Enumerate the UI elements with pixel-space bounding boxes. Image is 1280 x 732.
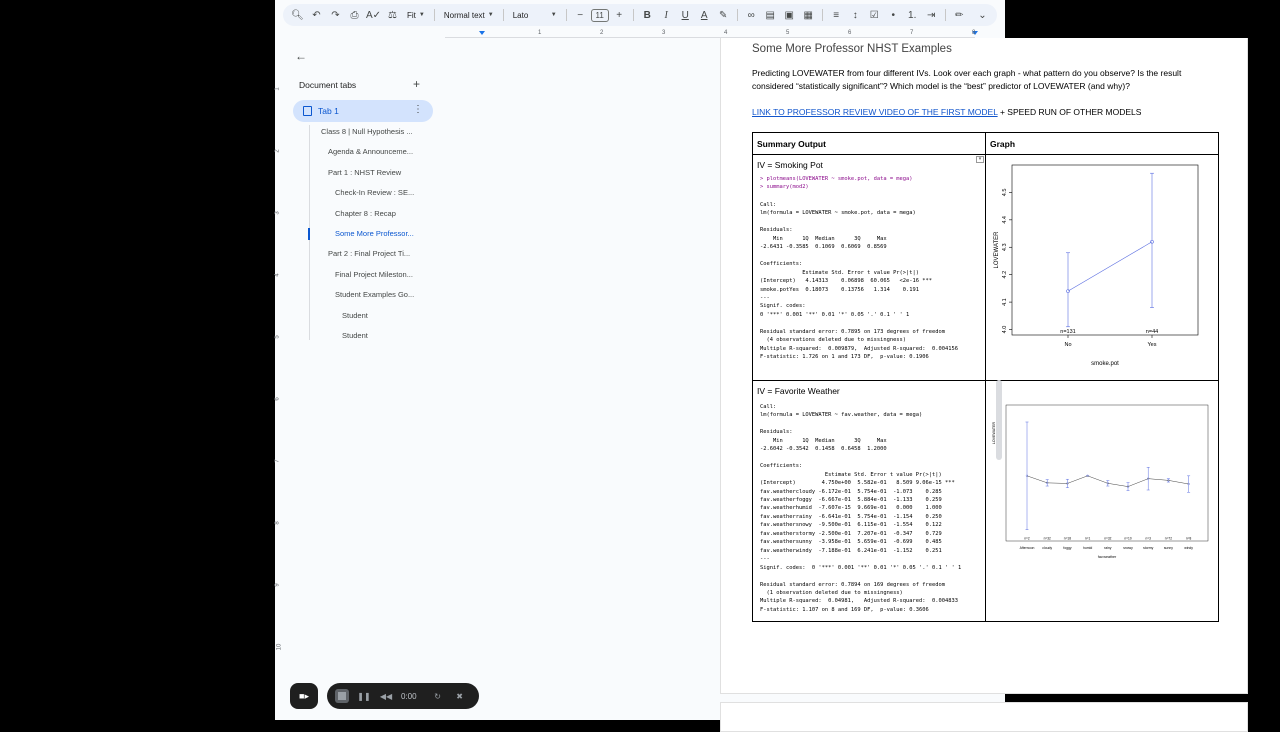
x-tick-label: foggy <box>1063 546 1072 550</box>
x-tick-label: humid <box>1082 546 1093 550</box>
indent-icon[interactable]: ⇥ <box>927 9 936 21</box>
chevron-down-icon: ▼ <box>487 12 494 18</box>
n-label: n=44 <box>1145 329 1159 335</box>
undo-icon[interactable]: ↶ <box>312 9 321 21</box>
y-tick-label: 4.5 <box>1002 188 1008 197</box>
ruler-label: 5 <box>786 30 790 36</box>
chevron-up-icon[interactable]: ⌄ <box>978 9 987 21</box>
x-tick-label: windy <box>1184 546 1193 550</box>
toolbar-divider <box>945 9 946 21</box>
outline-item[interactable]: Some More Professor... <box>335 229 414 238</box>
outline-item[interactable]: Student Examples Go... <box>335 290 415 300</box>
plotmeans-fav-weather-chart <box>986 381 1216 621</box>
mean-line <box>1068 242 1152 291</box>
ruler-label: 8 <box>972 30 976 36</box>
plotmeans-smoke-pot-chart <box>986 155 1216 381</box>
print-icon[interactable]: ⎙ <box>350 9 359 21</box>
line-spacing-icon[interactable]: ↕ <box>852 9 858 21</box>
ruler-label: 4 <box>274 273 281 277</box>
camera-icon: ■▸ <box>299 690 309 701</box>
outline-item[interactable]: Part 1 : NHST Review <box>328 167 402 177</box>
recording-controls <box>327 683 479 709</box>
scrollbar-thumb[interactable] <box>996 380 1002 460</box>
instructions-paragraph: Predicting LOVEWATER from four different IVs. Look over each graph - what pattern do you observe? Is the result considered “statistically significant”? Which model is the “best” predictor of LOVEWATER (and why)? <box>752 68 1182 91</box>
r-command-text: > plotmeans(LOVEWATER ~ smoke.pot, data = mega) > summary(mod2) <box>760 176 913 191</box>
back-arrow-icon[interactable]: ← <box>295 49 307 63</box>
plot-frame <box>1012 165 1198 335</box>
x-tick-label: stormy <box>1143 546 1154 550</box>
y-tick-label: 4.1 <box>1002 298 1008 306</box>
x-tick-label: snowy <box>1123 546 1133 550</box>
cell-menu-icon[interactable]: ▾ <box>976 156 984 163</box>
outline-active-indicator <box>308 228 310 240</box>
toolbar-divider <box>566 9 567 21</box>
x-axis-label: fav.weather <box>1097 555 1117 559</box>
n-label: n=10 <box>1124 536 1132 541</box>
ruler-label: 6 <box>848 30 852 36</box>
y-axis-label: LOVEWATER <box>994 231 1000 269</box>
tab-label: Tab 1 <box>318 106 339 116</box>
x-tick-label: Yes <box>1147 342 1157 348</box>
outline-item[interactable]: Final Project Mileston... <box>335 269 413 279</box>
ruler-label: 3 <box>274 211 281 215</box>
summary-cell-weather[interactable] <box>753 381 986 621</box>
font-select[interactable] <box>509 11 561 20</box>
font-size-input[interactable]: 11 <box>591 9 609 22</box>
professor-video-link[interactable]: LINK TO PROFESSOR REVIEW VIDEO OF THE FIRST MODEL <box>752 107 998 117</box>
table-header-summary: Summary Output <box>753 133 986 155</box>
restart-icon[interactable]: ↻ <box>434 691 441 701</box>
link-suffix: + SPEED RUN OF OTHER MODELS <box>997 107 1142 117</box>
ruler-label: 8 <box>274 521 281 525</box>
sidebar-title: Document tabs <box>299 80 357 90</box>
x-tick-label: cloudy <box>1042 546 1053 550</box>
add-tab-icon[interactable]: + <box>413 77 421 91</box>
n-label: n=72 <box>1164 536 1172 541</box>
iv-title: IV = Smoking Pot <box>757 160 823 170</box>
left-indent-marker[interactable] <box>479 31 485 35</box>
outline-item[interactable]: Class 8 | Null Hypothesis ... <box>321 127 413 136</box>
next-page[interactable] <box>720 702 1248 732</box>
x-tick-label: Afternoon <box>1019 546 1035 550</box>
image-icon[interactable]: ▣ <box>784 9 794 21</box>
toolbar-divider <box>503 9 504 21</box>
table-header-graph: Graph <box>986 133 1218 155</box>
outline-item[interactable]: Student <box>342 310 368 320</box>
examples-table <box>752 132 1219 622</box>
iv-title: IV = Favorite Weather <box>757 386 840 396</box>
search-menus-icon[interactable]: 🔍︎ <box>291 9 304 21</box>
document-icon <box>303 106 312 116</box>
ruler-label: 7 <box>274 459 281 463</box>
outline-item[interactable]: Check-In Review : SE... <box>335 188 415 198</box>
n-label: n=2 <box>1024 536 1030 541</box>
y-tick-label: 4.3 <box>1002 243 1008 252</box>
summary-cell-smoking[interactable] <box>753 155 986 381</box>
x-tick-label: sunny <box>1163 546 1173 550</box>
x-tick-label: No <box>1064 342 1072 348</box>
zoom-value: Fit <box>407 10 416 20</box>
toolbar-divider <box>822 9 823 21</box>
toolbar-divider <box>737 9 738 21</box>
redo-icon[interactable]: ↷ <box>331 9 340 21</box>
table-icon[interactable]: ▦ <box>803 9 813 21</box>
section-heading: Some More Professor NHST Examples <box>752 43 952 55</box>
docs-app <box>274 0 1193 720</box>
editing-mode-icon[interactable]: ✏ <box>955 9 964 21</box>
toolbar <box>283 4 997 26</box>
y-tick-label: 4.4 <box>1002 216 1008 224</box>
style-select[interactable] <box>440 11 498 20</box>
chevron-down-icon: ▼ <box>418 12 425 18</box>
outline-item[interactable]: Chapter 8 : Recap <box>335 208 396 218</box>
pause-icon[interactable]: ❚❚ <box>357 691 371 701</box>
y-tick-label: 4.2 <box>1002 270 1008 279</box>
graph-cell-weather <box>986 381 1218 621</box>
underline-icon[interactable]: U <box>681 9 689 21</box>
n-label: n=8 <box>1185 536 1192 541</box>
outline-item[interactable]: Part 2 : Final Project Ti... <box>328 249 411 259</box>
tab-1[interactable] <box>293 100 433 122</box>
decrease-font-size-button[interactable]: − <box>577 9 584 21</box>
ruler-label: 2 <box>600 30 604 36</box>
outline-item[interactable]: Student <box>342 331 368 340</box>
rewind-icon[interactable]: ◀◀ <box>379 691 393 701</box>
y-axis-label: LOVEWATER <box>992 421 996 445</box>
graph-cell-smoking <box>986 155 1218 381</box>
increase-font-size-button[interactable]: + <box>616 9 623 21</box>
toolbar-divider <box>633 9 634 21</box>
zoom-select[interactable] <box>403 11 429 20</box>
bold-icon[interactable]: B <box>643 9 651 21</box>
n-label: n=18 <box>1063 536 1071 541</box>
x-axis-label: smoke.pot <box>1091 361 1119 367</box>
plot-frame <box>1006 405 1208 541</box>
style-value: Normal text <box>443 10 485 20</box>
outline-item[interactable]: Agenda & Announceme... <box>328 147 414 157</box>
align-icon[interactable]: ≡ <box>833 9 840 21</box>
italic-icon[interactable]: I <box>664 9 668 21</box>
r-output: Call: lm(formula = LOVEWATER ~ fav.weather, data = mega) Residuals: Min 1Q Median 3Q Max -2.6042 -0.3542 0.1458 0.6458 1.2000 Coefficients: Estimate Std. Error t value Pr(>|t|) (Intercept) 4.750e+00 5.582e-01 8.509 9.06e-15 *** fav.weathercloudy -6.172e-01 5.754e-01 -1.073 0.285 fav.weatherfoggy -6.667e-01 5.884e-01 -1.133 0.259 fav.weatherhumid -7.607e-15 9.669e-01 0.000 1.000 fav.weatherrainy -6.641e-01 5.754e-01 -1.154 0.250 fav.weathersnowy -9.500e-01 6.115e-01 -1.554 0.122 fav.weatherstormy -2.500e-01 7.207e-01 -0.347 0.729 fav.weathersunny -3.958e-01 5.659e-01 -0.699 0.485 fav.weatherwindy -7.188e-01 6.241e-01 -1.152 0.251 --- Signif. codes: 0 '***' 0.001 '**' 0.01 '*' 0.05 '.' 0.1 ' ' 1 Residual standard error: 0.7894 on 169 degrees of freedom (1 observation deleted due to missingness) Multiple R-squared: 0.04981, Adjusted R-squared: 0.004833 F-statistic: 1.107 on 8 and 169 DF, p-value: 0.3606 <box>760 404 962 613</box>
horizontal-ruler[interactable] <box>445 30 975 38</box>
r-command <box>760 175 913 192</box>
stop-icon <box>338 692 346 700</box>
n-label: n=32 <box>1043 536 1051 541</box>
spellcheck-icon[interactable]: A✓ <box>365 9 382 21</box>
ruler-label: 6 <box>274 397 281 401</box>
delete-icon[interactable]: ✖ <box>456 691 463 701</box>
font-value: Lato <box>512 10 529 20</box>
ruler-label: 4 <box>724 30 728 36</box>
link-line <box>752 107 1141 117</box>
ruler-label: 10 <box>276 643 283 651</box>
x-tick-label: rainy <box>1104 546 1112 550</box>
ruler-label: 1 <box>274 87 281 91</box>
stop-recording-button[interactable] <box>335 689 349 703</box>
vertical-ruler[interactable] <box>275 40 283 720</box>
chevron-down-icon: ▼ <box>550 12 557 18</box>
n-label: n=1 <box>1084 536 1091 541</box>
bulleted-list-icon[interactable]: • <box>891 9 895 21</box>
text-color-icon[interactable]: A <box>700 9 708 21</box>
recording-time: 0:00 <box>401 691 417 701</box>
ruler-label: 2 <box>274 149 281 153</box>
ruler-label: 1 <box>538 30 542 36</box>
n-label: n=32 <box>1104 536 1112 541</box>
more-options-icon[interactable]: ⋮ <box>413 104 423 115</box>
checklist-icon[interactable]: ☑ <box>869 9 879 21</box>
ruler-markers <box>445 30 975 38</box>
paint-format-icon[interactable]: ⚖ <box>388 9 397 21</box>
numbered-list-icon[interactable]: 1. <box>908 9 917 21</box>
document-page[interactable] <box>720 38 1248 694</box>
ruler-label: 7 <box>910 30 914 36</box>
document-tabs-sidebar <box>285 40 445 720</box>
camera-toggle-button[interactable] <box>290 683 318 709</box>
r-output: Call: lm(formula = LOVEWATER ~ smoke.pot, data = mega) Residuals: Min 1Q Median 3Q Max -2.6431 -0.3585 0.1069 0.6069 0.8569 Coefficients: Estimate Std. Error t value Pr(>|t|) (Intercept) 4.14313 0.06898 60.065 <2e-16 *** smoke.potYes 0.18073 0.13756 1.314 0.191 --- Signif. codes: 0 '***' 0.001 '**' 0.01 '*' 0.05 '.' 0.1 ' ' 1 Residual standard error: 0.7895 on 173 degrees of freedom (4 observations deleted due to missingness) Multiple R-squared: 0.009879, Adjusted R-squared: 0.004156 F-statistic: 1.726 on 1 and 173 DF, p-value: 0.1906 <box>760 202 958 361</box>
link-icon[interactable]: ∞ <box>747 9 755 21</box>
ruler-label: 9 <box>274 583 281 587</box>
ruler-label: 3 <box>662 30 666 36</box>
ruler-label: 5 <box>274 335 281 339</box>
comment-icon[interactable]: ▤ <box>765 9 775 21</box>
toolbar-divider <box>434 9 435 21</box>
n-label: n=3 <box>1145 536 1151 541</box>
n-label: n=131 <box>1060 329 1076 335</box>
highlight-icon[interactable]: ✎ <box>719 9 728 21</box>
y-tick-label: 4.0 <box>1002 325 1008 334</box>
